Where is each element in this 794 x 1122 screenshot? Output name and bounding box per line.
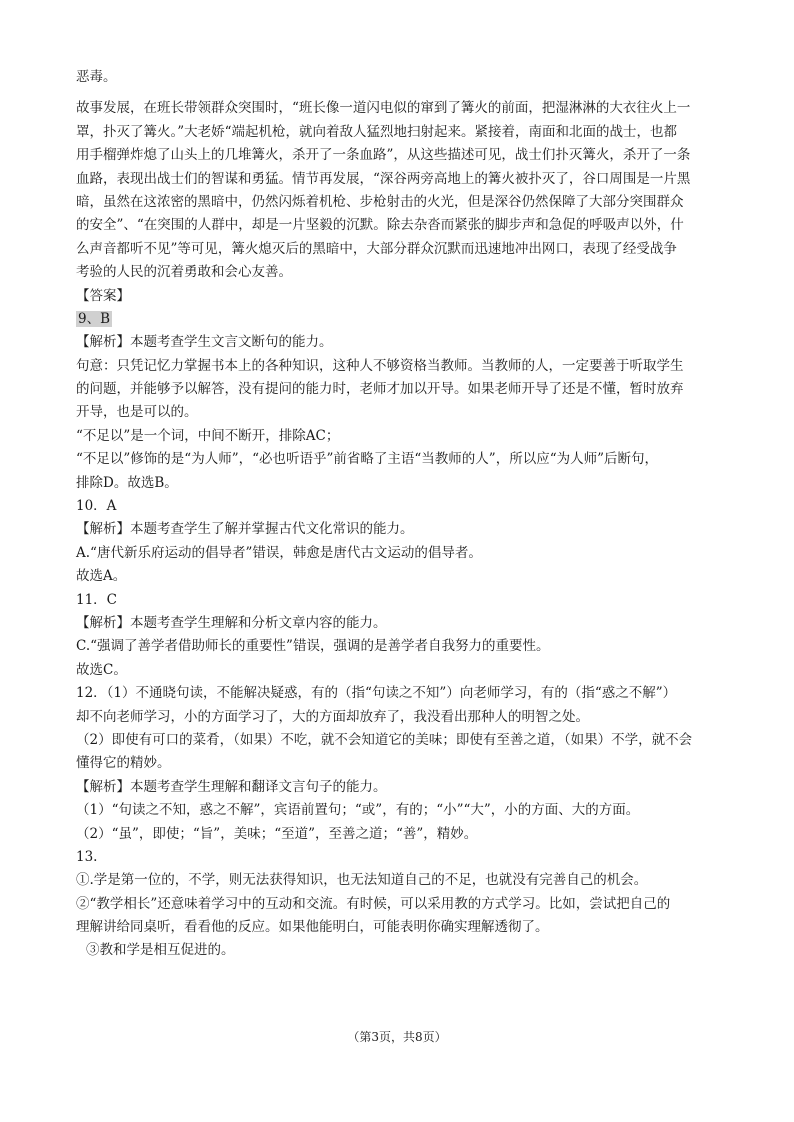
text-line: ②“教学相长”还意味着学习中的互动和交流。有时候，可以采用教的方式学习。比如，尝试把自己的 (76, 895, 671, 912)
text-line: 故选C。 (76, 661, 127, 678)
text-line: 开导，也是可以的。 (76, 404, 198, 421)
answer-9: 9、B (78, 310, 111, 327)
text-line: 暗，虽然在这浓密的黑暗中，仍然闪烁着机枪、步枪射击的火光，但是深谷仍然保障了大部分突围群众 (76, 193, 684, 210)
text-line: 理解讲给同桌听，看看他的反应。如果他能明白，可能表明你确实理解透彻了。 (76, 919, 549, 936)
text-line: （2）“虽”，即使；“旨”，美味；“至道”，至善之道；“善”，精妙。 (76, 825, 478, 842)
text-line: 懂得它的精妙。 (76, 755, 171, 772)
text-line: 用手榴弹炸熄了山头上的几堆篝火，杀开了一条血路”，从这些描述可见，战士们扑灭篝火，杀开了一条 (76, 147, 691, 164)
text-line: ①.学是第一位的，不学，则无法获得知识，也无法知道自己的不足，也就没有完善自己的机会。 (76, 872, 648, 889)
text-line: （2）即使有可口的菜肴，（如果）不吃，就不会知道它的美味；即使有至善之道，（如果）不学，就不会 (76, 731, 693, 748)
page-footer: （第3页，共8页） (347, 1030, 447, 1044)
text-line: 考验的人民的沉着勇敢和会心友善。 (76, 264, 292, 281)
question-number: 10．A (76, 498, 117, 515)
text-line: 句意：只凭记忆力掌握书本上的各种知识，这种人不够资格当教师。当教师的人，一定要善于听取学生 (76, 357, 684, 374)
question-number: 12．（1）不通晓句读，不能解决疑惑，有的（指“句读之不知”）向老师学习，有的（指“惑之不解”） (76, 685, 677, 702)
text-line: 故选A。 (76, 568, 127, 585)
answer-heading: 【答案】 (76, 287, 130, 304)
question-number (76, 308, 724, 331)
analysis-line: 【解析】本题考查学生理解和翻译文言句子的能力。 (76, 778, 387, 795)
text-line: “不足以”是一个词，中间不断开，排除AC； (76, 427, 340, 444)
text-line: 却不向老师学习，小的方面学习了，大的方面却放弃了，我没看出那种人的明智之处。 (76, 708, 589, 725)
question-number: 11．C (76, 591, 118, 608)
text-line: 的安全”、“在突围的人群中，却是一片坚毅的沉默。除去杂沓而紧张的脚步声和急促的呼吸声以外，什 (76, 217, 684, 234)
text-line: 血路，表现出战士们的智谋和勇猛。情节再发展，“深谷两旁高地上的篝火被扑灭了，谷口周围是一片黑 (76, 170, 691, 187)
analysis-line: 【解析】本题考查学生理解和分析文章内容的能力。 (76, 614, 387, 631)
text-line: C.“强调了善学者借助师长的重要性”错误，强调的是善学者自我努力的重要性。 (76, 638, 550, 655)
analysis-line: 【解析】本题考查学生了解并掌握古代文化常识的能力。 (76, 521, 414, 538)
text-line: 排除D。故选B。 (76, 474, 178, 491)
text-line: 的问题，并能够予以解答，没有提问的能力时，老师才加以开导。如果老师开导了还是不懂，暂时放弃 (76, 381, 684, 398)
text-line: （1）“句读之不知，惑之不解”，宾语前置句；“或”，有的；“小”“大”，小的方面、大的方面。 (76, 802, 640, 819)
text-line: 故事发展，在班长带领群众突围时，“班长像一道闪电似的窜到了篝火的前面，把湿淋淋的大衣往火上一 (76, 100, 691, 117)
analysis-line: 【解析】本题考查学生文言文断句的能力。 (76, 334, 333, 351)
text-line: A.“唐代新乐府运动的倡导者”错误，韩愈是唐代古文运动的倡导者。 (76, 544, 482, 561)
text-line: 么声音都听不见”等可见，篝火熄灭后的黑暗中，大部分群众沉默而迅速地冲出网口，表现了经受战争 (76, 240, 677, 257)
document-body (76, 66, 724, 963)
text-line: ③教和学是相互促进的。 (86, 942, 235, 959)
question-number: 13. (76, 848, 98, 865)
text-line: 罩，扑灭了篝火。”大老娇“端起机枪，就向着敌人猛烈地扫射起来。紧接着，南面和北面的战士，也都 (76, 123, 678, 140)
text-line: “不足以”修饰的是“为人师”，“必也听语乎”前省略了主语“当教师的人”，所以应“为人师”后断句， (76, 451, 659, 468)
text-line: 恶毒。 (76, 69, 117, 85)
